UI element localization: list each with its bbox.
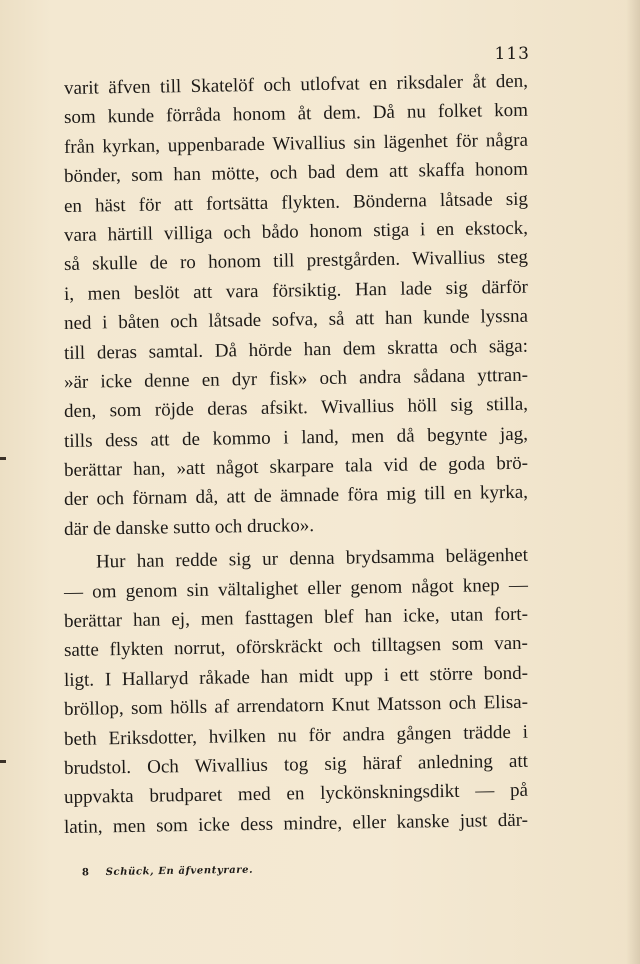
text-line: från kyrkan, uppenbarade Wivallius sin lägenhet för några: [63, 129, 529, 158]
text-line: berättar han ej, men fasttagen blef han icke, utan fort-: [63, 603, 529, 633]
text-line: der och förnam då, att de ämnade föra mig till en kyrka,: [63, 482, 529, 511]
signature-title: Schück, En äfventyrare.: [105, 864, 254, 878]
text-line: berättar han, »att något skarpare tala vid de goda brö-: [63, 452, 529, 482]
text-line: varit äfven till Skatelöf och utlofvat en riksdaler åt den,: [63, 70, 529, 99]
text-line: satte flykten norrut, oförskräckt och tilltagsen som van-: [63, 633, 529, 662]
text-line: »är icke denne en dyr fisk» och andra sådana yttran-: [63, 364, 529, 393]
text-line: som kunde förråda honom åt dem. Då nu folket kom: [63, 100, 529, 129]
text-line: Hur han redde sig ur denna brydsamma belägenhet: [95, 544, 529, 573]
text-line: ned i båten och låtsade sofva, så att han kunde lyssna: [63, 305, 529, 335]
page-number: 113: [494, 44, 530, 64]
text-line: beth Eriksdotter, hvilken nu för andra gången trädde i: [63, 721, 529, 750]
sheet-signature: [82, 865, 253, 879]
text-line: — om genom sin vältalighet eller genom något knep —: [63, 574, 529, 603]
text-line: latin, men som icke dess mindre, eller kanske just där-: [63, 809, 529, 838]
sheet-number: 8: [81, 867, 90, 879]
text-line: brudstol. Och Wivallius tog sig häraf anledning att: [63, 750, 529, 779]
text-line: en häst för att fortsätta flykten. Bönderna låtsade sig: [63, 188, 529, 217]
text-line: så skulle de ro honom till prestgården. Wivallius steg: [63, 247, 529, 276]
text-line: i, men beslöt att vara försiktig. Han lade sig därför: [63, 276, 529, 305]
text-line: den, som röjde deras afsikt. Wivallius höll sig stilla,: [63, 394, 529, 423]
text-line: där de danske sutto och drucko».: [63, 514, 315, 540]
margin-mark: [0, 457, 6, 460]
text-line: vara härtill villiga och bådo honom stiga i en ekstock,: [63, 217, 529, 246]
margin-mark: [0, 760, 6, 763]
text-line: bönder, som han mötte, och bad dem att skaffa honom: [63, 158, 529, 188]
page-edge-shadow: [626, 0, 640, 964]
body-text: [63, 70, 529, 842]
text-line: till deras samtal. Då hörde han dem skratta och säga:: [63, 335, 529, 364]
text-line: bröllop, som hölls af arrendatorn Knut Matsson och Elisa-: [63, 691, 529, 721]
text-line: tills dess att de kommo i land, men då begynte jag,: [63, 423, 529, 452]
text-line: uppvakta brudparet med en lyckönskningsdikt — på: [63, 780, 529, 809]
text-line: ligt. I Hallaryd råkade han midt upp i ett större bond-: [63, 662, 529, 691]
